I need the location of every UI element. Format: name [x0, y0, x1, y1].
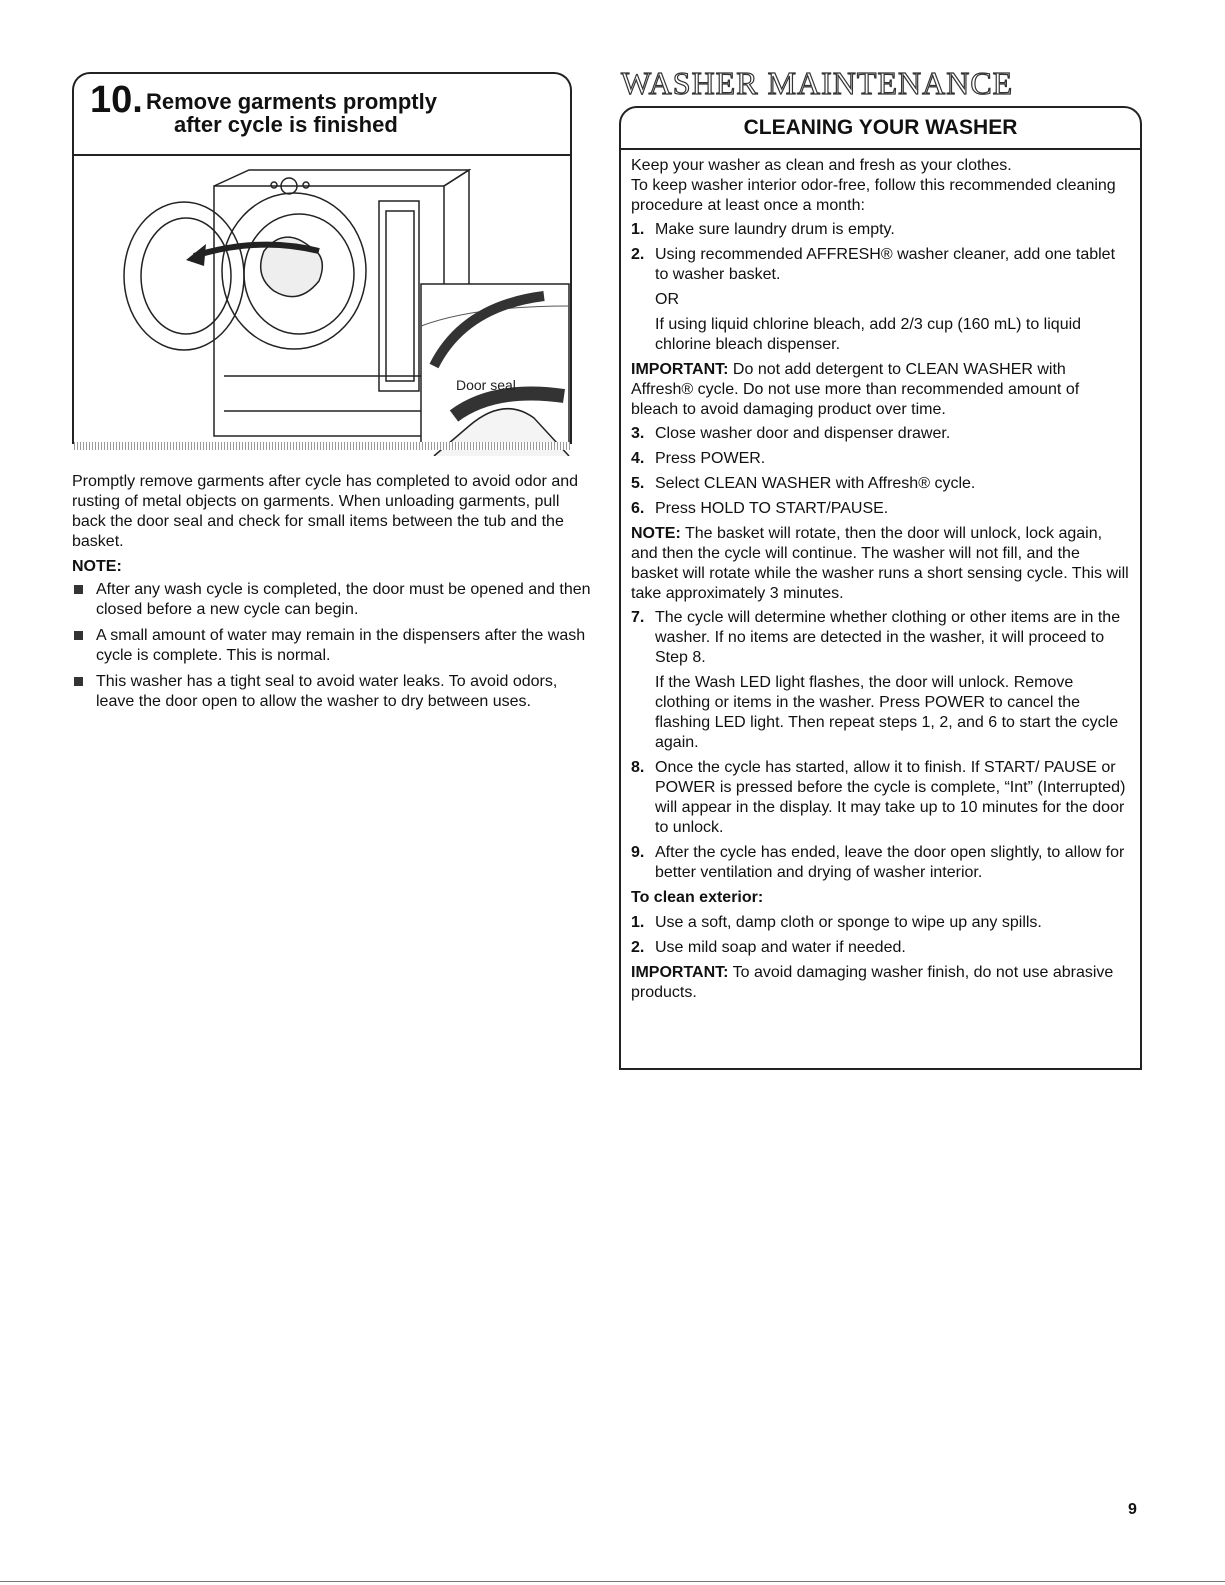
bottom-rule	[0, 1581, 1225, 1582]
washer-drawing	[74, 156, 570, 456]
steps-list-c	[631, 608, 1130, 883]
step-paragraph: Promptly remove garments after cycle has completed to avoid odor and rusting of metal objects on garments. When unloading garments, pull back the door seal and check for small items between the tub and the basket.	[72, 473, 579, 550]
list-item: 2. Using recommended AFFRESH® washer cleaner, add one tablet to washer basket. OR If using liquid chlorine bleach, add 2/3 cup (160 mL) to liquid chlorine bleach dispenser.	[631, 245, 1130, 355]
note-paragraph: NOTE: The basket will rotate, then the door will unlock, lock again, and then the cycle will continue. The washer will not fill, and the basket will rotate while the washer runs a short sensing cycle. This will take approximately 3 minutes.	[631, 525, 1129, 602]
cleaning-body	[621, 150, 1140, 1003]
step-sub-text: OR	[655, 291, 679, 308]
exterior-heading: To clean exterior:	[631, 889, 764, 906]
step-title	[146, 90, 437, 136]
list-item: 4. Press POWER.	[631, 450, 766, 467]
maintenance-section	[619, 66, 1144, 1070]
important-note-2: IMPORTANT: To avoid damaging washer finish, do not use abrasive products.	[631, 964, 1114, 1001]
list-item: 3. Close washer door and dispenser drawer.	[631, 425, 951, 442]
step-number: 10.	[90, 79, 143, 121]
step-title-line2: after cycle is finished	[174, 112, 398, 137]
step-title-line1: Remove garments promptly	[146, 89, 437, 114]
intro-line1: Keep your washer as clean and fresh as your clothes.	[631, 157, 1012, 174]
list-item: 1. Use a soft, damp cloth or sponge to wipe up any spills.	[631, 914, 1042, 931]
intro-line2: To keep washer interior odor-free, follow this recommended cleaning procedure at least once a month:	[631, 177, 1116, 214]
step-sub-text: If using liquid chlorine bleach, add 2/3 cup (160 mL) to liquid chlorine bleach dispenser.	[655, 316, 1082, 353]
bullet-square-icon	[74, 585, 83, 594]
important-note-1: IMPORTANT: Do not add detergent to CLEAN WASHER with Affresh® cycle. Do not use more than recommended amount of bleach to avoid damaging product over time.	[631, 361, 1080, 418]
steps-list-a	[631, 220, 1130, 355]
bullet-square-icon	[74, 677, 83, 686]
list-item: 8. Once the cycle has started, allow it to finish. If START/ PAUSE or POWER is pressed before the cycle is complete, “Int” (Interrupted) will appear in the display. It may take up to 10 minutes for the door to unlock.	[631, 759, 1126, 836]
page-number: 9	[1128, 1501, 1137, 1518]
note-list	[72, 580, 592, 712]
note-item: This washer has a tight seal to avoid water leaks. To avoid odors, leave the door open to allow the washer to dry between uses.	[72, 672, 592, 712]
cleaning-box	[619, 106, 1142, 1070]
list-item: 7. The cycle will determine whether clothing or other items are in the washer. If no items are detected in the washer, it will proceed to Step 8. If the Wash LED light flashes, the door will unlock. Remove clothing or items in the washer. Press POWER to cancel the flashing LED light. Then repeat steps 1, 2, and 6 to start the cycle again.	[631, 608, 1130, 753]
bullet-square-icon	[74, 631, 83, 640]
step-10-section	[72, 72, 592, 718]
figure-shadow	[74, 442, 570, 450]
note-heading: NOTE:	[72, 558, 122, 575]
list-item: 9. After the cycle has ended, leave the door open slightly, to allow for better ventilation and drying of washer interior.	[631, 844, 1125, 881]
note-item: After any wash cycle is completed, the door must be opened and then closed before a new cycle can begin.	[72, 580, 592, 620]
list-item: 5. Select CLEAN WASHER with Affresh® cycle.	[631, 475, 976, 492]
section-title: WASHER MAINTENANCE	[621, 65, 1014, 101]
step-sub-text: If the Wash LED light flashes, the door will unlock. Remove clothing or items in the washer. Press POWER to cancel the flashing LED light. Then repeat steps 1, 2, and 6 to start the cycle again.	[655, 674, 1119, 751]
note-item: A small amount of water may remain in the dispensers after the wash cycle is complete. This is normal.	[72, 626, 592, 666]
steps-list-b	[631, 424, 1130, 519]
list-item: 6. Press HOLD TO START/PAUSE.	[631, 500, 889, 517]
door-seal-label: Door seal	[456, 377, 516, 393]
washer-illustration	[72, 154, 572, 444]
list-item: 2. Use mild soap and water if needed.	[631, 939, 906, 956]
list-item: 1. Make sure laundry drum is empty.	[631, 221, 895, 238]
cleaning-box-title: CLEANING YOUR WASHER	[621, 108, 1140, 150]
exterior-steps-list	[631, 913, 1130, 958]
step-heading-box	[72, 72, 572, 154]
